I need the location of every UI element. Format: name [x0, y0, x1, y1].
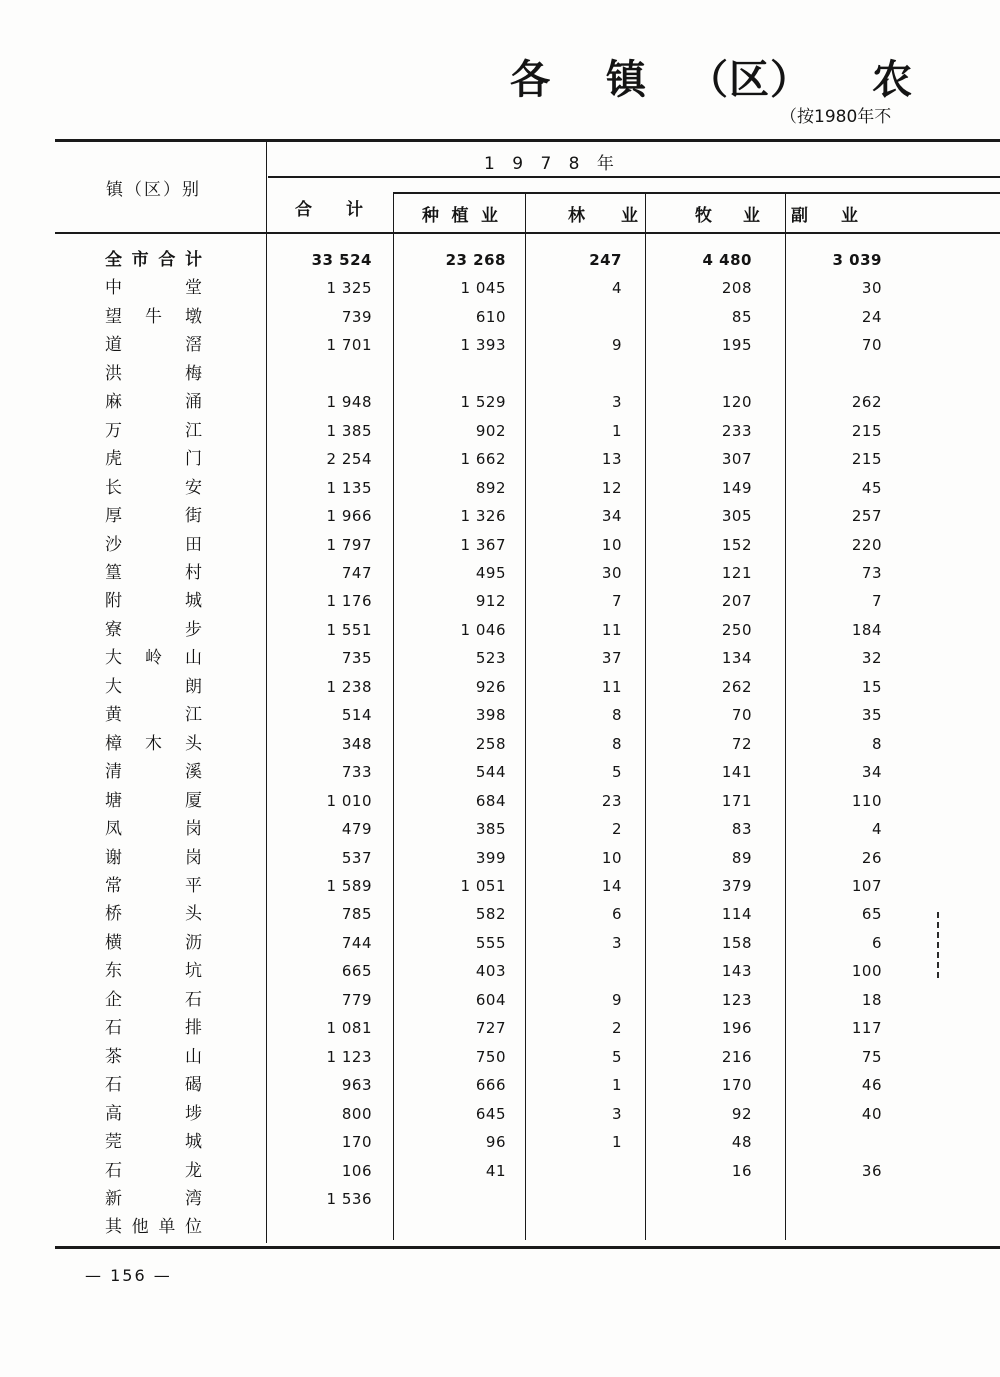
- town-name: 莞 城: [105, 1132, 202, 1153]
- cell-sideline: 184: [851, 620, 882, 639]
- page-title-char: 各: [510, 57, 551, 103]
- town-name: 篁 村: [105, 562, 202, 583]
- town-name: 附 城: [105, 591, 202, 612]
- cell-total: 1 010: [326, 791, 372, 810]
- cell-husbandry: 4 480: [702, 251, 752, 269]
- cell-sideline: 30: [861, 279, 882, 298]
- cell-planting: 41: [485, 1161, 506, 1180]
- cell-sideline: [790, 360, 882, 388]
- cell-forestry: 5: [611, 763, 622, 782]
- town-name: 寮 步: [105, 619, 202, 640]
- cell-forestry: [540, 1213, 622, 1241]
- table-row: [0, 559, 1000, 587]
- town-name: 清 溪: [105, 762, 202, 783]
- cell-planting: 645: [475, 1104, 506, 1123]
- cell-sideline: 18: [861, 990, 882, 1009]
- cell-forestry: 10: [601, 848, 622, 867]
- table-row: [0, 929, 1000, 957]
- cell-forestry: 1: [611, 1076, 622, 1095]
- cell-husbandry: 70: [731, 706, 752, 725]
- table-row: [0, 986, 1000, 1014]
- cell-forestry: 1: [611, 421, 622, 440]
- cell-planting: [400, 1185, 506, 1213]
- cell-husbandry: 92: [731, 1104, 752, 1123]
- cell-total: [270, 360, 372, 388]
- cell-husbandry: [660, 1185, 752, 1213]
- cell-forestry: 3: [611, 1104, 622, 1123]
- cell-planting: 610: [475, 307, 506, 326]
- cell-husbandry: 134: [721, 649, 752, 668]
- cell-sideline: 35: [861, 706, 882, 725]
- cell-total: 785: [341, 905, 372, 924]
- table-row: [0, 701, 1000, 729]
- town-name: 大 朗: [105, 676, 202, 697]
- page-subtitle: （按1980年不: [780, 107, 892, 127]
- table-row: [0, 815, 1000, 843]
- cell-husbandry: 158: [721, 933, 752, 952]
- cell-husbandry: 250: [721, 620, 752, 639]
- cell-forestry: 247: [589, 251, 622, 269]
- town-name: 东 坑: [105, 961, 202, 982]
- cell-sideline: 73: [861, 563, 882, 582]
- cell-husbandry: 170: [721, 1076, 752, 1095]
- cell-total: 514: [341, 706, 372, 725]
- cell-forestry: 37: [601, 649, 622, 668]
- cell-total: 1 948: [326, 393, 372, 412]
- table-row: [0, 246, 1000, 274]
- cell-planting: 258: [475, 734, 506, 753]
- cell-total: 2 254: [326, 450, 372, 469]
- table-row: [0, 844, 1000, 872]
- cell-forestry: 8: [611, 734, 622, 753]
- cell-husbandry: 262: [721, 677, 752, 696]
- cell-forestry: 12: [601, 478, 622, 497]
- table-row: [0, 1213, 1000, 1241]
- cell-planting: [400, 1213, 506, 1241]
- cell-total: 1 385: [326, 421, 372, 440]
- cell-sideline: 24: [861, 307, 882, 326]
- cell-forestry: 8: [611, 706, 622, 725]
- town-name: 洪 梅: [105, 363, 202, 384]
- cell-husbandry: 379: [721, 876, 752, 895]
- column-header-husbandry: 牧 业: [695, 206, 760, 226]
- cell-planting: 666: [475, 1076, 506, 1095]
- cell-husbandry: 216: [721, 1047, 752, 1066]
- cell-planting: 912: [475, 592, 506, 611]
- cell-forestry: 3: [611, 393, 622, 412]
- cell-sideline: 6: [871, 933, 882, 952]
- cell-total: 106: [341, 1161, 372, 1180]
- cell-sideline: 7: [871, 592, 882, 611]
- header-body-separator: [55, 232, 1000, 234]
- cell-forestry: 13: [601, 450, 622, 469]
- cell-forestry: 10: [601, 535, 622, 554]
- cell-forestry: 2: [611, 820, 622, 839]
- cell-total: 733: [341, 763, 372, 782]
- cell-forestry: 11: [601, 677, 622, 696]
- cell-husbandry: 72: [731, 734, 752, 753]
- cell-forestry: [540, 1185, 622, 1213]
- cell-sideline: 32: [861, 649, 882, 668]
- table-row: [0, 360, 1000, 388]
- table-row: [0, 388, 1000, 416]
- cell-planting: 385: [475, 820, 506, 839]
- cell-planting: 544: [475, 763, 506, 782]
- cell-planting: 403: [475, 962, 506, 981]
- cell-planting: 1 045: [460, 279, 506, 298]
- cell-total: 1 081: [326, 1019, 372, 1038]
- cell-total: 735: [341, 649, 372, 668]
- cell-forestry: 30: [601, 563, 622, 582]
- cell-planting: 750: [475, 1047, 506, 1066]
- table-border-top: [55, 139, 1000, 142]
- table-row: [0, 445, 1000, 473]
- town-name: 中 堂: [105, 278, 202, 299]
- table-row: [0, 587, 1000, 615]
- cell-total: 33 524: [311, 251, 372, 269]
- page-title-char: （区）: [688, 57, 811, 103]
- town-name: 石 排: [105, 1018, 202, 1039]
- cell-husbandry: 48: [731, 1133, 752, 1152]
- cell-total: 1 966: [326, 507, 372, 526]
- cell-total: 170: [341, 1133, 372, 1152]
- cell-total: 747: [341, 563, 372, 582]
- cell-total: 348: [341, 734, 372, 753]
- cell-total: 744: [341, 933, 372, 952]
- table-row: [0, 417, 1000, 445]
- year-header: 1 9 7 8 年: [484, 154, 620, 174]
- cell-forestry: 34: [601, 507, 622, 526]
- cell-sideline: 34: [861, 763, 882, 782]
- cell-sideline: 3 039: [832, 251, 882, 269]
- table-row: [0, 303, 1000, 331]
- cell-planting: 23 268: [445, 251, 506, 269]
- year-header-underline: [268, 176, 1000, 178]
- town-name: 樟 木 头: [105, 733, 202, 754]
- cell-husbandry: 89: [731, 848, 752, 867]
- town-name: 万 江: [105, 420, 202, 441]
- table-row: [0, 531, 1000, 559]
- town-name: 塘 厦: [105, 790, 202, 811]
- page-number: — 156 —: [85, 1266, 172, 1285]
- cell-total: 1 176: [326, 592, 372, 611]
- town-name: 企 石: [105, 989, 202, 1010]
- cell-total: 779: [341, 990, 372, 1009]
- table-row: [0, 673, 1000, 701]
- cell-forestry: 6: [611, 905, 622, 924]
- cell-forestry: [540, 303, 622, 331]
- table-border-bottom: [55, 1246, 1000, 1249]
- town-name: 凤 岗: [105, 819, 202, 840]
- cell-sideline: 70: [861, 336, 882, 355]
- cell-sideline: 46: [861, 1076, 882, 1095]
- cell-total: 1 238: [326, 677, 372, 696]
- table-row: [0, 900, 1000, 928]
- town-name: 虎 门: [105, 449, 202, 470]
- column-header-total: 合 计: [295, 200, 363, 220]
- cell-husbandry: 233: [721, 421, 752, 440]
- cell-planting: 1 367: [460, 535, 506, 554]
- cell-planting: 398: [475, 706, 506, 725]
- cell-planting: 1 051: [460, 876, 506, 895]
- column-header-sideline: 副 业: [791, 206, 858, 226]
- cell-sideline: 75: [861, 1047, 882, 1066]
- subcolumn-topline: [394, 192, 1000, 194]
- cell-husbandry: 208: [721, 279, 752, 298]
- cell-sideline: 4: [871, 820, 882, 839]
- cell-husbandry: 305: [721, 507, 752, 526]
- cell-forestry: 4: [611, 279, 622, 298]
- town-name: 横 沥: [105, 932, 202, 953]
- cell-total: [270, 1213, 372, 1241]
- column-header-forestry: 林 业: [568, 206, 638, 226]
- table-row: [0, 331, 1000, 359]
- cell-sideline: 15: [861, 677, 882, 696]
- town-name: 高 埗: [105, 1103, 202, 1124]
- cell-sideline: 40: [861, 1104, 882, 1123]
- cell-forestry: 1: [611, 1133, 622, 1152]
- cell-total: 1 135: [326, 478, 372, 497]
- town-name: 长 安: [105, 477, 202, 498]
- cell-forestry: 5: [611, 1047, 622, 1066]
- cell-planting: 555: [475, 933, 506, 952]
- town-name: 新 湾: [105, 1188, 202, 1209]
- table-row: [0, 502, 1000, 530]
- cell-planting: 684: [475, 791, 506, 810]
- cell-planting: 523: [475, 649, 506, 668]
- cell-sideline: [790, 1185, 882, 1213]
- cell-planting: 399: [475, 848, 506, 867]
- cell-husbandry: 121: [721, 563, 752, 582]
- table-row: [0, 1128, 1000, 1156]
- cell-planting: 96: [485, 1133, 506, 1152]
- town-name: 茶 山: [105, 1046, 202, 1067]
- cell-husbandry: 171: [721, 791, 752, 810]
- cell-husbandry: 143: [721, 962, 752, 981]
- cell-total: 1 589: [326, 876, 372, 895]
- cell-forestry: [540, 360, 622, 388]
- cell-husbandry: 123: [721, 990, 752, 1009]
- cell-sideline: 65: [861, 905, 882, 924]
- cell-sideline: 215: [851, 421, 882, 440]
- cell-husbandry: [660, 1213, 752, 1241]
- cell-forestry: 14: [601, 876, 622, 895]
- cell-husbandry: 120: [721, 393, 752, 412]
- cell-planting: 727: [475, 1019, 506, 1038]
- cell-total: 665: [341, 962, 372, 981]
- cell-forestry: [540, 1157, 622, 1185]
- cell-planting: 1 326: [460, 507, 506, 526]
- cell-sideline: 262: [851, 393, 882, 412]
- cell-husbandry: 141: [721, 763, 752, 782]
- town-name: 常 平: [105, 875, 202, 896]
- cell-sideline: [790, 1213, 882, 1241]
- table-row: [0, 644, 1000, 672]
- cell-planting: [400, 360, 506, 388]
- cell-total: 800: [341, 1104, 372, 1123]
- column-header-planting: 种 植 业: [422, 206, 498, 226]
- town-name: 沙 田: [105, 534, 202, 555]
- cell-forestry: 23: [601, 791, 622, 810]
- table-row: [0, 1100, 1000, 1128]
- cell-planting: 902: [475, 421, 506, 440]
- page-title-char: 镇: [606, 57, 647, 103]
- cell-total: 1 325: [326, 279, 372, 298]
- cell-forestry: 3: [611, 933, 622, 952]
- cell-planting: 1 662: [460, 450, 506, 469]
- cell-husbandry: [660, 360, 752, 388]
- table-row: [0, 1185, 1000, 1213]
- cell-sideline: 215: [851, 450, 882, 469]
- cell-planting: 495: [475, 563, 506, 582]
- cell-husbandry: 16: [731, 1161, 752, 1180]
- cell-sideline: 110: [851, 791, 882, 810]
- cell-husbandry: 149: [721, 478, 752, 497]
- cell-forestry: 9: [611, 336, 622, 355]
- cell-sideline: 45: [861, 478, 882, 497]
- table-body: [0, 246, 1000, 1242]
- cell-husbandry: 307: [721, 450, 752, 469]
- cell-planting: 582: [475, 905, 506, 924]
- table-row: [0, 274, 1000, 302]
- table-row: [0, 787, 1000, 815]
- cell-total: 963: [341, 1076, 372, 1095]
- cell-forestry: [540, 957, 622, 985]
- table-row: [0, 758, 1000, 786]
- cell-planting: 1 393: [460, 336, 506, 355]
- town-name: 厚 街: [105, 506, 202, 527]
- cell-planting: 1 529: [460, 393, 506, 412]
- cell-sideline: 220: [851, 535, 882, 554]
- cell-husbandry: 114: [721, 905, 752, 924]
- cell-planting: 926: [475, 677, 506, 696]
- cell-sideline: 26: [861, 848, 882, 867]
- cell-forestry: 11: [601, 620, 622, 639]
- table-row: [0, 872, 1000, 900]
- cell-sideline: 36: [861, 1161, 882, 1180]
- cell-sideline: 107: [851, 876, 882, 895]
- table-row: [0, 616, 1000, 644]
- cell-total: 739: [341, 307, 372, 326]
- page-title-char: 农: [872, 57, 913, 103]
- cell-sideline: 257: [851, 507, 882, 526]
- cell-total: 1 701: [326, 336, 372, 355]
- table-row: [0, 474, 1000, 502]
- cell-sideline: 100: [851, 962, 882, 981]
- cell-forestry: 7: [611, 592, 622, 611]
- cell-husbandry: 207: [721, 592, 752, 611]
- cell-total: 537: [341, 848, 372, 867]
- town-name: 桥 头: [105, 904, 202, 925]
- cell-total: 1 551: [326, 620, 372, 639]
- row-header-label: 镇（区）别: [106, 180, 201, 200]
- town-name: 石 碣: [105, 1075, 202, 1096]
- cell-total: 1 123: [326, 1047, 372, 1066]
- table-row: [0, 1014, 1000, 1042]
- table-row: [0, 1043, 1000, 1071]
- town-name: 石 龙: [105, 1160, 202, 1181]
- cell-total: 479: [341, 820, 372, 839]
- cell-husbandry: 85: [731, 307, 752, 326]
- cell-planting: 604: [475, 990, 506, 1009]
- cell-forestry: 9: [611, 990, 622, 1009]
- cell-sideline: 8: [871, 734, 882, 753]
- cell-forestry: 2: [611, 1019, 622, 1038]
- cell-planting: 892: [475, 478, 506, 497]
- cell-husbandry: 195: [721, 336, 752, 355]
- cell-husbandry: 196: [721, 1019, 752, 1038]
- table-row: [0, 1071, 1000, 1099]
- cell-total: 1 536: [326, 1189, 372, 1208]
- cell-husbandry: 152: [721, 535, 752, 554]
- town-name: 其 他 单 位: [105, 1217, 202, 1238]
- town-name: 全 市 合 计: [105, 250, 202, 270]
- cell-planting: 1 046: [460, 620, 506, 639]
- cell-sideline: [790, 1128, 882, 1156]
- town-name: 大 岭 山: [105, 648, 202, 669]
- town-name: 道 滘: [105, 335, 202, 356]
- town-name: 谢 岗: [105, 847, 202, 868]
- table-row: [0, 957, 1000, 985]
- town-name: 黄 江: [105, 705, 202, 726]
- table-row: [0, 1157, 1000, 1185]
- town-name: 麻 涌: [105, 392, 202, 413]
- cell-sideline: 117: [851, 1019, 882, 1038]
- table-row: [0, 730, 1000, 758]
- town-name: 望 牛 墩: [105, 306, 202, 327]
- cell-husbandry: 83: [731, 820, 752, 839]
- cell-total: 1 797: [326, 535, 372, 554]
